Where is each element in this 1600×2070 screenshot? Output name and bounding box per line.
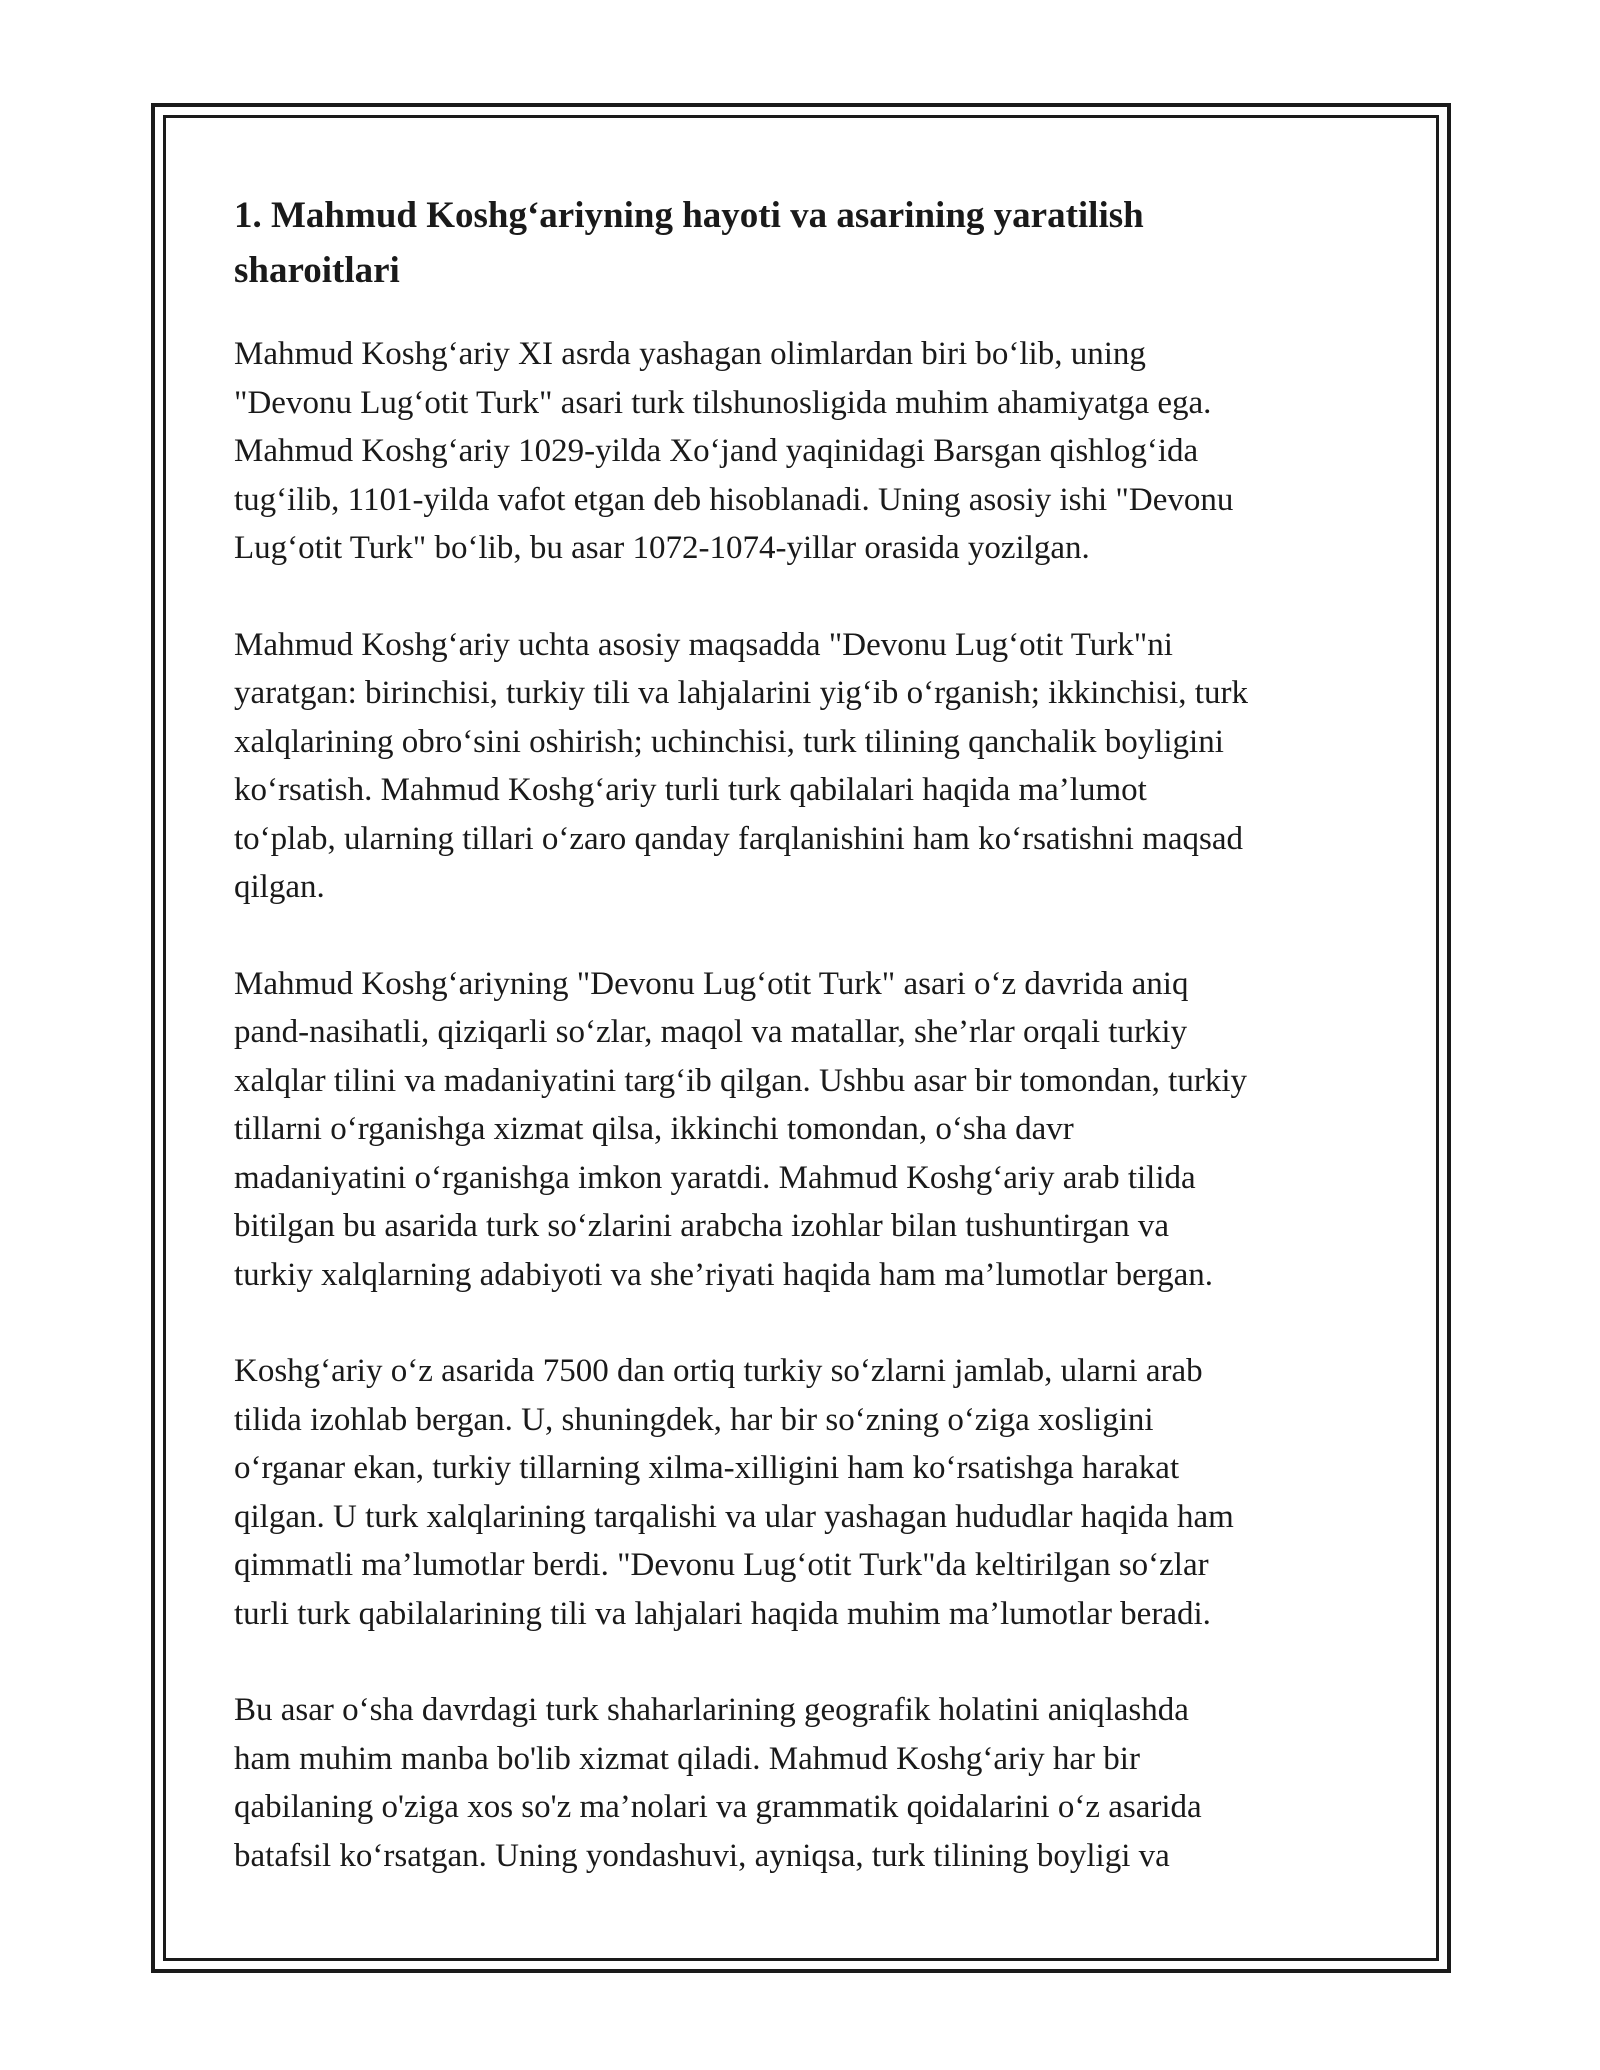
text-line: bitilgan bu asarida turk so‘zlarini arabcha izohlar bilan tushuntirgan va: [234, 1208, 1170, 1244]
heading-line: 1. Mahmud Koshg‘ariyning hayoti va asarining yaratilish: [234, 195, 1144, 236]
text-line: ko‘rsatish. Mahmud Koshg‘ariy turli turk qabilalari haqida ma’lumot: [234, 772, 1147, 808]
text-line: xalqlar tilini va madaniyatini targ‘ib qilgan. Ushbu asar bir tomondan, turkiy: [234, 1062, 1248, 1099]
text-line: Bu asar o‘sha davrdagi turk shaharlarining geografik holatini aniqlashda: [234, 1692, 1189, 1728]
text-line: batafsil ko‘rsatgan. Uning yondashuvi, ayniqsa, turk tilining boyligi va: [234, 1837, 1170, 1874]
text-line: qabilaning o'ziga xos so'z ma’nolari va grammatik qoidalarini o‘z asarida: [234, 1789, 1202, 1825]
text-line: Mahmud Koshg‘ariy 1029-yilda Xo‘jand yaqinidagi Barsgan qishlog‘ida: [234, 433, 1199, 469]
text-line: turkiy xalqlarning adabiyoti va she’riyati haqida ham ma’lumotlar bergan.: [234, 1256, 1214, 1293]
text-line: qimmatli ma’lumotlar berdi. "Devonu Lug‘otit Turk"da keltirilgan so‘zlar: [234, 1547, 1209, 1583]
text-line: xalqlarining obro‘sini oshirish; uchinchisi, turk tilining qanchalik boyligini: [234, 723, 1224, 760]
text-line: ham muhim manba bo'lib xizmat qiladi. Mahmud Koshg‘ariy har bir: [234, 1740, 1140, 1777]
paragraph-1: [234, 330, 1374, 573]
text-line: "Devonu Lug‘otit Turk" asari turk tilshunosligida muhim ahamiyatga ega.: [234, 384, 1212, 421]
text-line: to‘plab, ularning tillari o‘zaro qanday farqlanishini ham ko‘rsatishni maqsad: [234, 820, 1243, 857]
text-line: Mahmud Koshg‘ariyning "Devonu Lug‘otit Turk" asari o‘z davrida aniq: [234, 965, 1189, 1002]
paragraph-3: [234, 960, 1374, 1300]
text-line: pand-nasihatli, qiziqarli so‘zlar, maqol va matallar, she’rlar orqali turkiy: [234, 1014, 1188, 1050]
text-line: tug‘ilib, 1101-yilda vafot etgan deb hisoblanadi. Uning asosiy ishi "Devonu: [234, 481, 1234, 518]
text-line: tilida izohlab bergan. U, shuningdek, har bir so‘zning o‘ziga xosligini: [234, 1401, 1154, 1438]
text-line: qilgan.: [234, 869, 325, 905]
text-line: o‘rganar ekan, turkiy tillarning xilma-xilligini ham ko‘rsatishga harakat: [234, 1450, 1180, 1486]
text-line: Mahmud Koshg‘ariy XI asrda yashagan olimlardan biri bo‘lib, uning: [234, 336, 1146, 372]
heading-line: sharoitlari: [234, 250, 400, 291]
paragraph-2: [234, 621, 1374, 912]
document-content: [234, 188, 1374, 1928]
text-line: Lug‘otit Turk" bo‘lib, bu asar 1072-1074-yillar orasida yozilgan.: [234, 530, 1090, 566]
text-line: yaratgan: birinchisi, turkiy tili va lahjalarini yig‘ib o‘rganish; ikkinchisi, turk: [234, 675, 1248, 711]
paragraph-5: [234, 1686, 1374, 1880]
paragraph-4: [234, 1347, 1374, 1638]
text-line: tillarni o‘rganishga xizmat qilsa, ikkinchi tomondan, o‘sha davr: [234, 1111, 1074, 1147]
text-line: qilgan. U turk xalqlarining tarqalishi va ular yashagan hududlar haqida ham: [234, 1498, 1234, 1535]
text-line: Mahmud Koshg‘ariy uchta asosiy maqsadda "Devonu Lug‘otit Turk"ni: [234, 626, 1173, 663]
text-line: turli turk qabilalarining tili va lahjalari haqida muhim ma’lumotlar beradi.: [234, 1595, 1211, 1632]
section-heading: [234, 188, 1374, 298]
text-line: madaniyatini o‘rganishga imkon yaratdi. Mahmud Koshg‘ariy arab tilida: [234, 1159, 1196, 1196]
text-line: Koshg‘ariy o‘z asarida 7500 dan ortiq turkiy so‘zlarni jamlab, ularni arab: [234, 1353, 1203, 1389]
